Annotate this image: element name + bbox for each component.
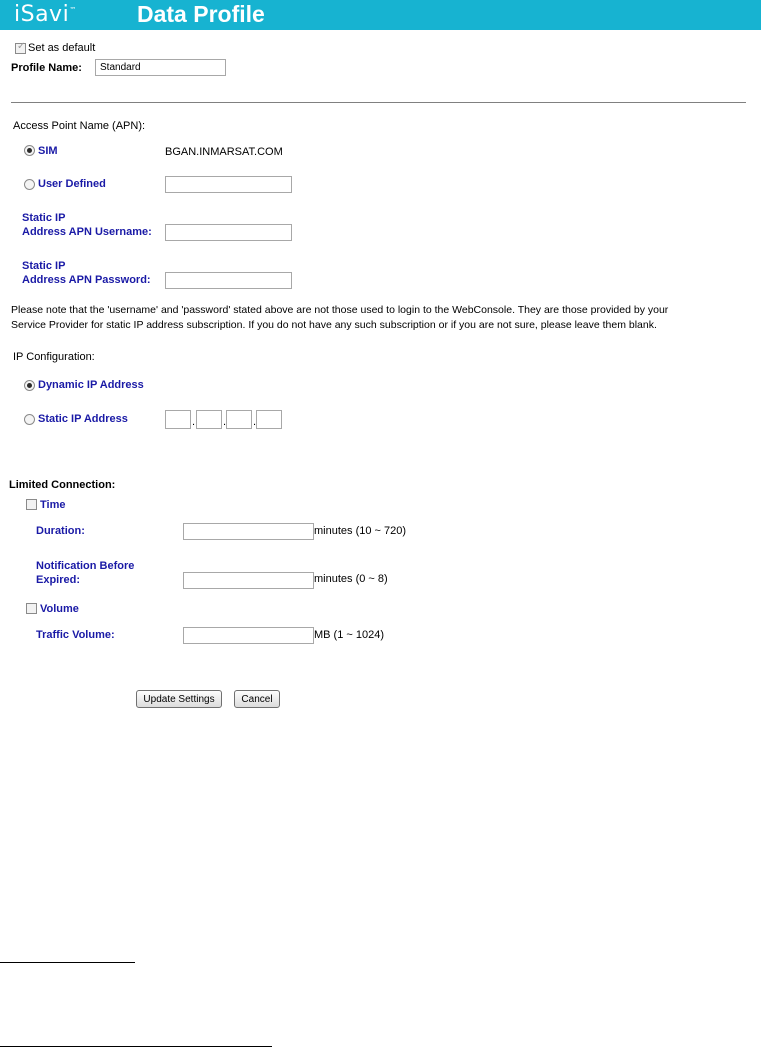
static-ip-label: Static IP Address xyxy=(38,413,128,425)
static-ip-octet-3[interactable] xyxy=(226,410,252,429)
static-ip-octet-2[interactable] xyxy=(196,410,222,429)
set-default-checkbox[interactable] xyxy=(15,43,26,54)
cancel-button[interactable]: Cancel xyxy=(234,690,280,708)
volume-label: Volume xyxy=(40,603,79,615)
user-defined-radio[interactable] xyxy=(24,179,35,190)
sim-radio[interactable] xyxy=(24,145,35,156)
traffic-volume-input[interactable] xyxy=(183,627,314,644)
apn-username-input[interactable] xyxy=(165,224,292,241)
user-defined-apn-input[interactable] xyxy=(165,176,292,193)
static-ip-radio[interactable] xyxy=(24,414,35,425)
footnote-rule xyxy=(0,962,135,963)
profile-name-input[interactable] xyxy=(95,59,226,76)
notification-unit: minutes (0 ~ 8) xyxy=(314,573,388,585)
dynamic-ip-radio[interactable] xyxy=(24,380,35,391)
set-default-label: Set as default xyxy=(28,42,96,54)
page-title: Data Profile xyxy=(137,1,265,27)
notification-input[interactable] xyxy=(183,572,314,589)
notification-label: Notification Before Expired: xyxy=(36,560,135,586)
static-ip-octet-4[interactable] xyxy=(256,410,282,429)
apn-password-input[interactable] xyxy=(165,272,292,289)
static-ip-octet-1[interactable] xyxy=(165,410,191,429)
sim-apn-value: BGAN.INMARSAT.COM xyxy=(165,146,283,158)
user-defined-label: User Defined xyxy=(38,178,106,190)
sim-label: SIM xyxy=(38,145,58,157)
ip-separator: . xyxy=(223,416,227,428)
traffic-volume-unit: MB (1 ~ 1024) xyxy=(314,629,385,641)
ip-separator: . xyxy=(253,416,257,428)
duration-label: Duration: xyxy=(36,525,85,537)
divider xyxy=(11,102,746,103)
duration-input[interactable] xyxy=(183,523,314,540)
time-checkbox[interactable] xyxy=(26,499,37,510)
apn-username-label: Static IP Address APN Username: xyxy=(22,212,152,238)
ip-config-heading: IP Configuration: xyxy=(13,351,95,363)
limited-connection-heading: Limited Connection: xyxy=(9,479,116,491)
dynamic-ip-label: Dynamic IP Address xyxy=(38,379,144,391)
time-label: Time xyxy=(40,499,66,511)
volume-checkbox[interactable] xyxy=(26,603,37,614)
header-bar xyxy=(0,0,761,30)
footnote-rule xyxy=(0,1046,272,1047)
apn-note: Please note that the 'username' and 'password' stated above are not those used to login to the WebConsole. They are those provided by your Service Provider for static IP address subscription. If you do not have any such subscription or if you are not sure, please leave them blank. xyxy=(11,304,669,331)
brand-logo: iSavi™ xyxy=(14,2,77,27)
ip-separator: . xyxy=(192,416,196,428)
apn-heading: Access Point Name (APN): xyxy=(13,120,146,132)
update-settings-button[interactable]: Update Settings xyxy=(136,690,222,708)
duration-unit: minutes (10 ~ 720) xyxy=(314,525,407,537)
profile-name-label: Profile Name: xyxy=(11,62,82,74)
traffic-volume-label: Traffic Volume: xyxy=(36,629,115,641)
apn-password-label: Static IP Address APN Password: xyxy=(22,260,151,286)
